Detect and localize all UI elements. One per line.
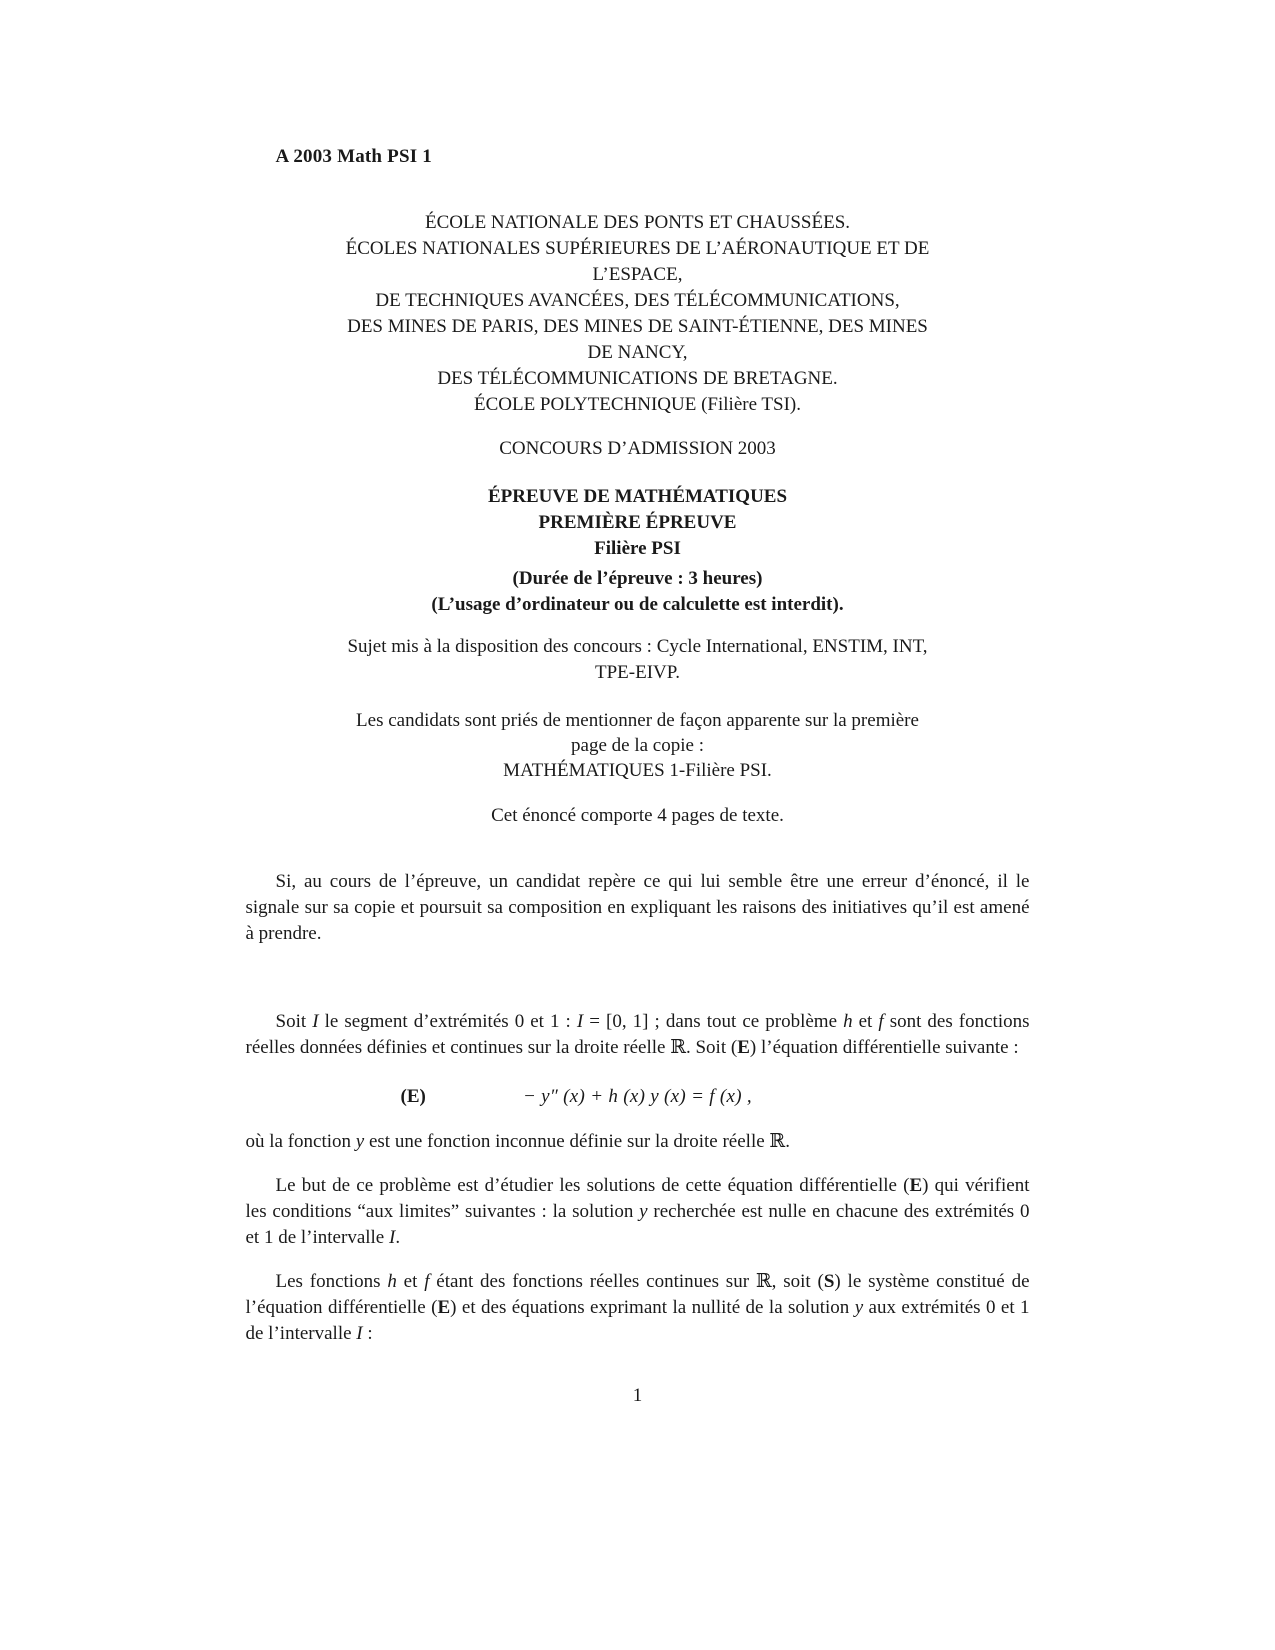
page-number: 1 — [632, 1385, 643, 1406]
duration-line: (L’usage d’ordinateur ou de calculette est interdit). — [431, 594, 844, 615]
concours-title: CONCOURS D’ADMISSION 2003 — [499, 438, 776, 459]
school-line: DES TÉLÉCOMMUNICATIONS DE BRETAGNE. — [437, 368, 838, 389]
school-line: ÉCOLE POLYTECHNIQUE (Filière TSI). — [473, 394, 802, 415]
page-content — [246, 0, 1030, 1407]
sujet-line: TPE-EIVP. — [595, 662, 680, 683]
intro-paragraph: Soit I le segment d’extrémités 0 et 1 : I = [0, 1] ; dans tout ce problème h et f sont des fonctions réelles données définies et continues sur la droite réelle ℝ. Soit (E) l’équation différentielle suivante : — [245, 1011, 1030, 1058]
candidats-line: MATHÉMATIQUES 1-Filière PSI. — [503, 760, 772, 781]
schools-list — [246, 210, 1030, 418]
equation-label: (E) — [400, 1086, 426, 1107]
candidats-block — [246, 708, 1030, 783]
erreur-paragraph: Si, au cours de l’épreuve, un candidat repère ce qui lui semble être une erreur d’énoncé, il le signale sur sa copie et poursuit sa composition en expliquant les raisons des initiatives qu’il est amené à prendre. — [245, 871, 1030, 944]
candidats-line: page de la copie : — [571, 735, 704, 756]
school-line: L’ESPACE, — [592, 264, 683, 285]
duration-block — [246, 566, 1030, 618]
school-line: DE TECHNIQUES AVANCÉES, DES TÉLÉCOMMUNICATIONS, — [375, 290, 900, 311]
school-line: ÉCOLES NATIONALES SUPÉRIEURES DE L’AÉRONAUTIQUE ET DE — [345, 238, 930, 259]
ou-paragraph: où la fonction y est une fonction inconnue définie sur la droite réelle ℝ. — [245, 1131, 790, 1152]
epreuve-title-block — [246, 484, 1030, 562]
sujet-block — [246, 634, 1030, 686]
equation-body: − y″ (x) + h (x) y (x) = f (x) , — [523, 1086, 752, 1107]
epreuve-title-line: Filière PSI — [594, 538, 681, 559]
differential-equation — [246, 1083, 1030, 1111]
epreuve-title-line: ÉPREUVE DE MATHÉMATIQUES — [487, 486, 788, 507]
document-code: A 2003 Math PSI 1 — [275, 146, 432, 167]
duration-line: (Durée de l’épreuve : 3 heures) — [512, 568, 763, 589]
enonce-note: Cet énoncé comporte 4 pages de texte. — [491, 805, 784, 826]
school-line: DES MINES DE PARIS, DES MINES DE SAINT-ÉTIENNE, DES MINES — [347, 316, 928, 337]
epreuve-title-line: PREMIÈRE ÉPREUVE — [538, 512, 737, 533]
fonctions-paragraph: Les fonctions h et f étant des fonctions réelles continues sur ℝ, soit (S) le système constitué de l’équation différentielle (E) et des équations exprimant la nullité de la solution y aux extrémités 0 et 1 de l’intervalle I : — [245, 1271, 1030, 1344]
candidats-line: Les candidats sont priés de mentionner de façon apparente sur la première — [356, 710, 919, 731]
but-paragraph: Le but de ce problème est d’étudier les solutions de cette équation différentielle (E) qui vérifient les conditions “aux limites” suivantes : la solution y recherchée est nulle en chacune des extrémités 0 et 1 de l’intervalle I. — [245, 1175, 1030, 1248]
school-line: DE NANCY, — [587, 342, 688, 363]
school-line: ÉCOLE NATIONALE DES PONTS ET CHAUSSÉES. — [424, 212, 851, 233]
sujet-line: Sujet mis à la disposition des concours : Cycle International, ENSTIM, INT, — [347, 636, 928, 657]
